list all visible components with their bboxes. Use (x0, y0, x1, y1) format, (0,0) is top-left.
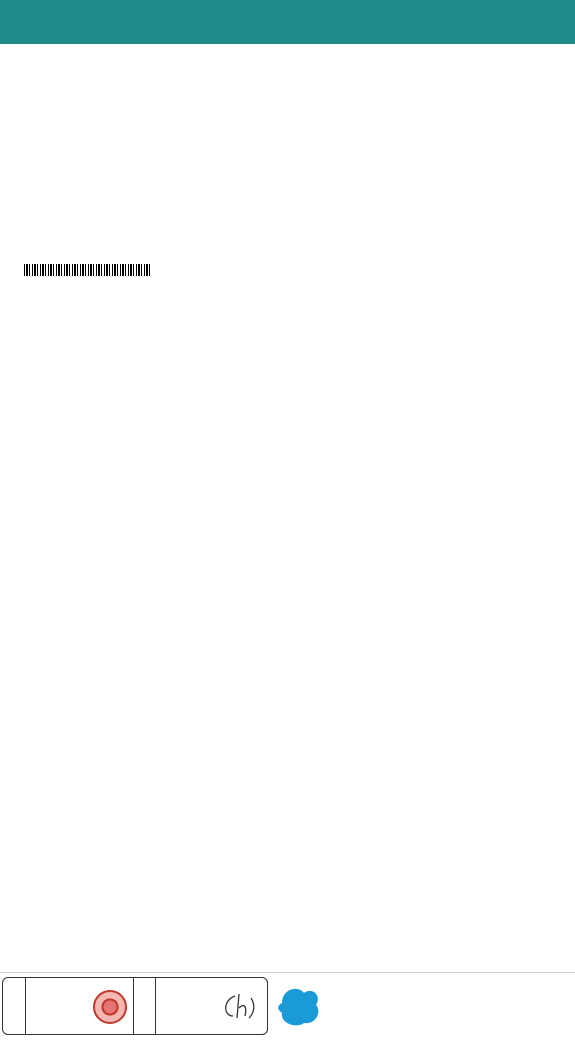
barcode (24, 264, 152, 276)
signature (219, 988, 263, 1024)
patient-info (0, 48, 575, 148)
footer (0, 972, 575, 1040)
lab-report (10, 168, 570, 968)
sml-logo-icon (276, 983, 326, 1031)
divider (25, 978, 26, 1034)
seal-stamp (93, 990, 127, 1024)
report-title (0, 0, 575, 44)
signature-box (2, 977, 268, 1035)
divider (133, 978, 134, 1034)
divider (155, 978, 156, 1034)
